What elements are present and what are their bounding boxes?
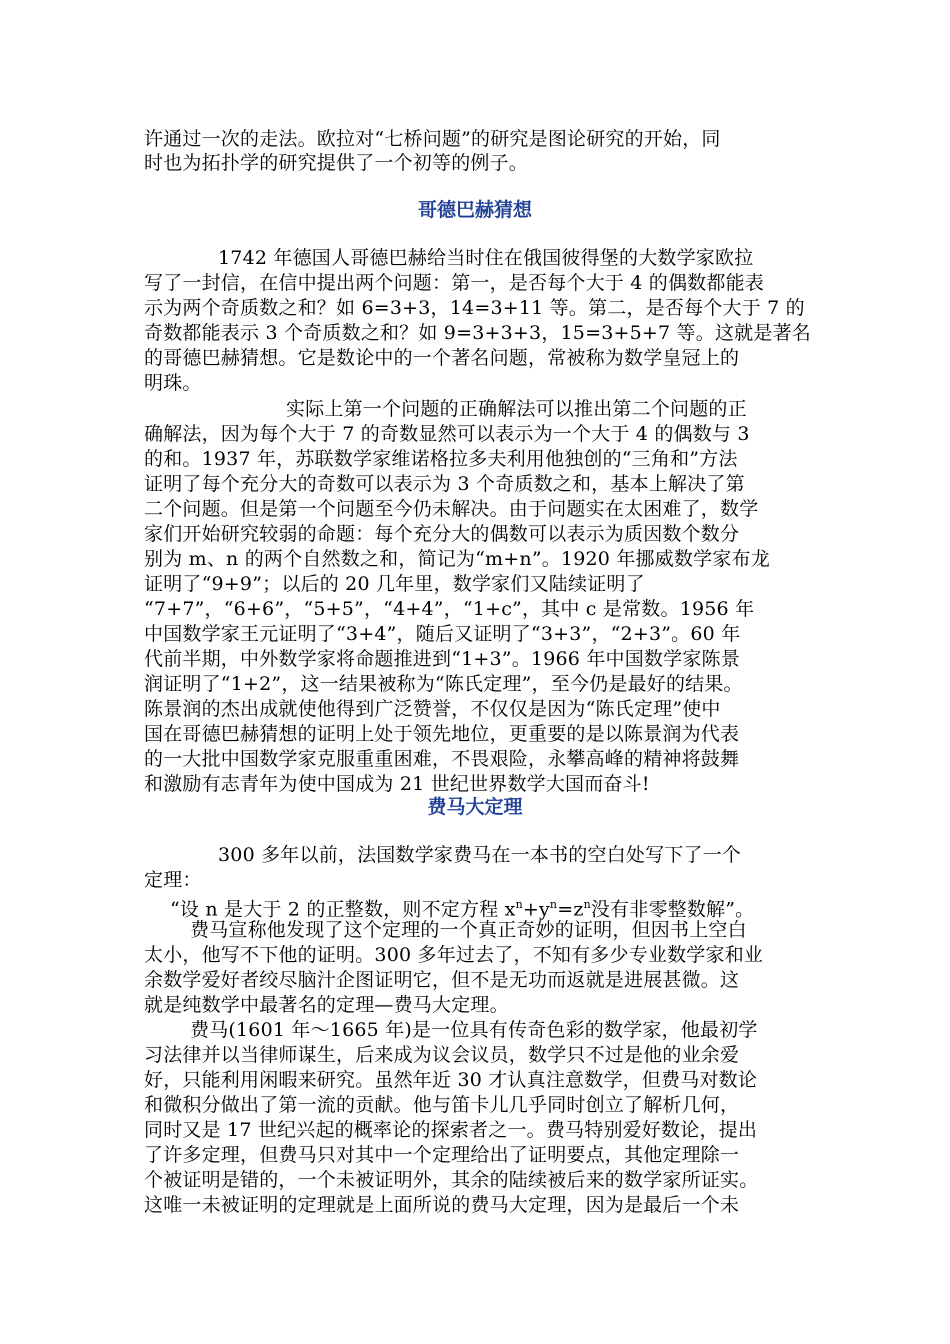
goldbach-p2-line-5: 二个问题。但是第一个问题至今仍未解决。由于问题实在太困难了，数学	[144, 498, 759, 520]
fermat-p3-line-1: 费马(1601 年～1665 年)是一位具有传奇色彩的数学家，他最初学	[190, 1019, 758, 1041]
fermat-p3-line-3: 好，只能利用闲暇来研究。虽然年近 30 才认真注意数学，但费马对数论	[144, 1069, 758, 1091]
fermat-p3-line-8: 这唯一未被证明的定理就是上面所说的费马大定理，因为是最后一个未	[144, 1194, 740, 1216]
fermat-heading: 费马大定理	[427, 796, 523, 818]
goldbach-p2-line-6: 家们开始研究较弱的命题：每个充分大的偶数可以表示为质因数个数分	[144, 523, 740, 545]
goldbach-p2-line-7: 别为 m、n 的两个自然数之和，简记为“m+n”。1920 年挪威数学家布龙	[144, 548, 770, 570]
intro-line-2: 时也为拓扑学的研究提供了一个初等的例子。	[144, 152, 529, 174]
fermat-p3-line-6: 了许多定理，但费马只对其中一个定理给出了证明要点，其他定理除一	[144, 1144, 740, 1166]
fermat-p2-line-3: 余数学爱好者绞尽脑汁企图证明它，但不是无功而返就是进展甚微。这	[144, 969, 740, 991]
goldbach-p2-line-9: “7+7”，“6+6”，“5+5”，“4+4”，“1+c”，其中 c 是常数。1956 年	[144, 598, 755, 620]
fermat-quote-sup-1: n	[515, 898, 523, 911]
fermat-quote-post: 没有非零整数解”。	[590, 898, 755, 921]
goldbach-p2-line-12: 润证明了“1+2”，这一结果被称为“陈氏定理”，至今仍是最好的结果。	[144, 673, 743, 695]
goldbach-p2-line-15: 的一大批中国数学家克服重重困难，不畏艰险，永攀高峰的精神将鼓舞	[144, 748, 740, 770]
goldbach-p2-line-4: 证明了每个充分大的奇数可以表示为 3 个奇质数之和，基本上解决了第	[144, 473, 745, 495]
fermat-quote-pre: “设 n 是大于 2 的正整数，则不定方程 x	[170, 898, 516, 921]
goldbach-p1-line-2: 写了一封信，在信中提出两个问题：第一，是否每个大于 4 的偶数都能表	[144, 272, 764, 294]
goldbach-p1-line-3: 示为两个奇质数之和？如 6=3+3，14=3+11 等。第二，是否每个大于 7 的	[144, 297, 805, 319]
fermat-quote-mid-1: +y	[522, 898, 550, 921]
fermat-p2-line-4: 就是纯数学中最著名的定理—费马大定理。	[144, 994, 509, 1016]
fermat-p3-line-4: 和微积分做出了第一流的贡献。他与笛卡儿几乎同时创立了解析几何，	[144, 1094, 740, 1116]
goldbach-p2-line-14: 国在哥德巴赫猜想的证明上处于领先地位，更重要的是以陈景润为代表	[144, 723, 740, 745]
goldbach-p2-line-13: 陈景润的杰出成就使他得到广泛赞誉，不仅仅是因为“陈氏定理”使中	[144, 698, 721, 720]
goldbach-p1-line-4: 奇数都能表示 3 个奇质数之和？如 9=3+3+3，15=3+5+7 等。这就是著名	[144, 322, 811, 344]
goldbach-p1-line-6: 明珠。	[144, 372, 202, 394]
fermat-p1-line-2: 定理：	[144, 869, 202, 891]
goldbach-p2-line-11: 代前半期，中外数学家将命题推进到“1+3”。1966 年中国数学家陈景	[144, 648, 740, 670]
goldbach-p1-line-5: 的哥德巴赫猜想。它是数论中的一个著名问题，常被称为数学皇冠上的	[144, 347, 740, 369]
fermat-p3-line-2: 习法律并以当律师谋生，后来成为议会议员，数学只不过是他的业余爱	[144, 1044, 740, 1066]
goldbach-p2-line-1: 实际上第一个问题的正确解法可以推出第二个问题的正	[286, 398, 747, 420]
goldbach-p2-line-3: 的和。1937 年，苏联数学家维诺格拉多夫利用他独创的“三角和”方法	[144, 448, 738, 470]
fermat-quote-mid-2: =z	[557, 898, 584, 921]
fermat-p2-line-2: 太小，他写不下他的证明。300 多年过去了，不知有多少专业数学家和业	[144, 944, 764, 966]
goldbach-p2-line-16: 和激励有志青年为使中国成为 21 世纪世界数学大国而奋斗!	[144, 773, 650, 795]
fermat-quote-sup-3: n	[583, 898, 591, 911]
fermat-p3-line-5: 同时又是 17 世纪兴起的概率论的探索者之一。费马特别爱好数论，提出	[144, 1119, 758, 1141]
goldbach-heading: 哥德巴赫猜想	[417, 199, 532, 221]
goldbach-p2-line-8: 证明了“9+9”；以后的 20 几年里，数学家们又陆续证明了	[144, 573, 645, 595]
goldbach-p2-line-2: 确解法，因为每个大于 7 的奇数显然可以表示为一个大于 4 的偶数与 3	[144, 423, 750, 445]
intro-line-1: 许通过一次的走法。欧拉对“七桥问题”的研究是图论研究的开始，同	[144, 128, 721, 150]
fermat-p2-line-1: 费马宣称他发现了这个定理的一个真正奇妙的证明，但因书上空白	[190, 919, 747, 941]
fermat-p1-line-1: 300 多年以前，法国数学家费马在一本书的空白处写下了一个	[218, 844, 742, 866]
fermat-quote-sup-2: n	[549, 898, 558, 911]
goldbach-p2-line-10: 中国数学家王元证明了“3+4”，随后又证明了“3+3”，“2+3”。60 年	[144, 623, 741, 645]
goldbach-p1-line-1: 1742 年德国人哥德巴赫给当时住在俄国彼得堡的大数学家欧拉	[218, 247, 754, 269]
fermat-p3-line-7: 个被证明是错的，一个未被证明外，其余的陆续被后来的数学家所证实。	[144, 1169, 759, 1191]
